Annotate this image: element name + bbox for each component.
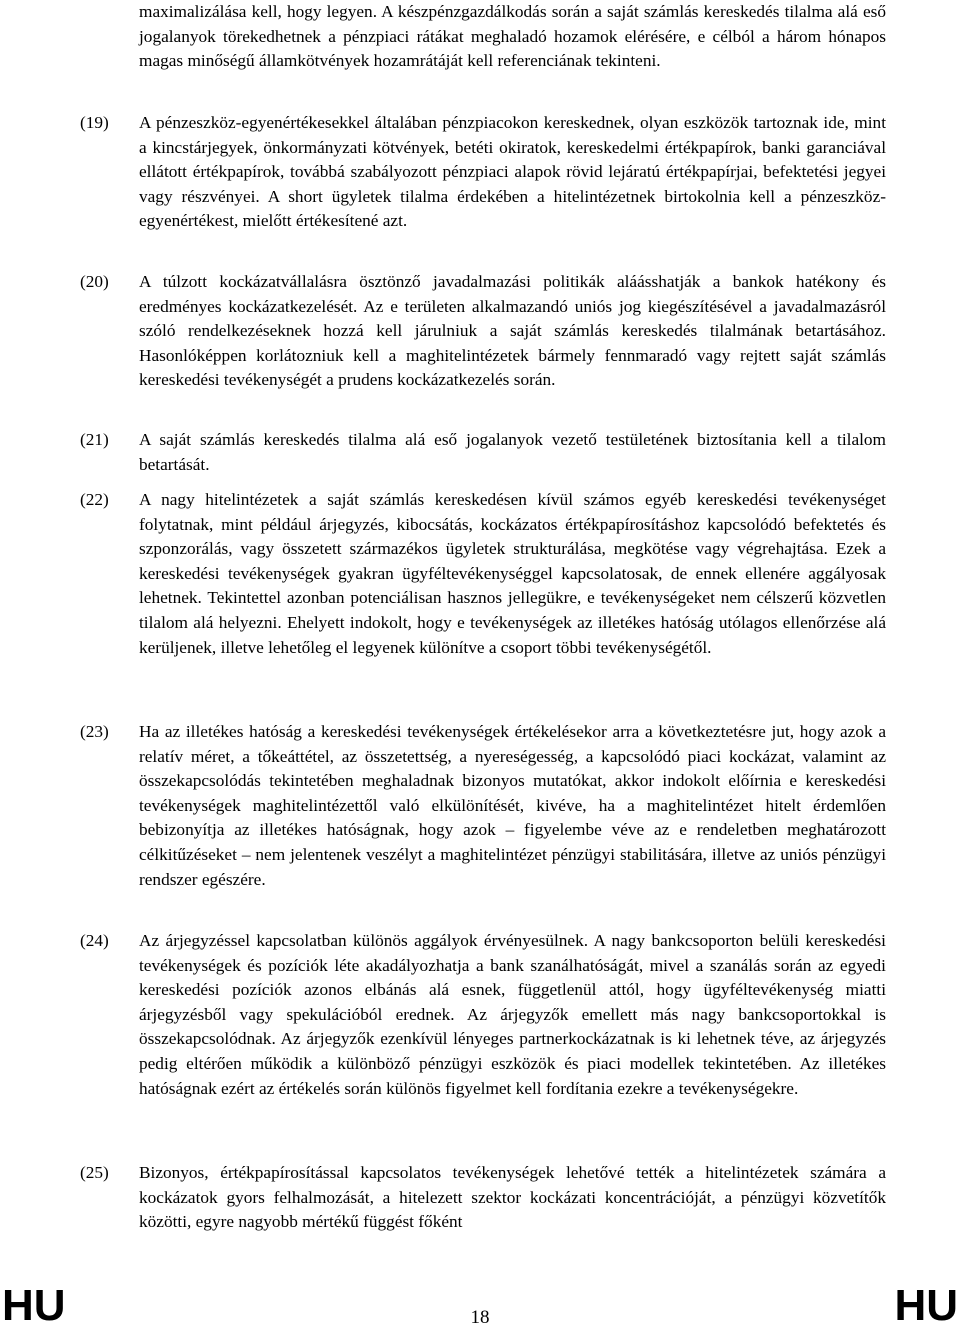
- paragraph-text: A túlzott kockázatvállalásra ösztönző javadalmazási politikák aláásshatják a bankok hatékony és eredményes kockázatkezelését. Az e területen alkalmazandó uniós jog kiegészítésével a javadalmazásról szóló rendelkezéseknek hozzá kell járulniuk a saját számlás kereskedés tilalmának betartásához. Hasonlóképpen korlátozniuk kell a maghitelintézetek bármely fennmaradó vagy rejtett saját számlás kereskedési tevékenységét a prudens kockázatkezelés során.: [139, 272, 886, 390]
- footer-language-code-left: HU: [2, 1281, 66, 1330]
- paragraph-number: (20): [80, 272, 109, 291]
- paragraph-number: (21): [80, 430, 109, 449]
- paragraph-text: Az árjegyzéssel kapcsolatban különös aggályok érvényesülnek. A nagy bankcsoporton belüli kereskedési tevékenységek és pozíciók léte akadályozhatja a bank szanálhatóságát, mivel a szanálás során az egyedi kereskedési pozíciók azonos elbánás alá esnek, függetlenül attól, hogy ügyféltevékenység miatti árjegyzésből vagy spekulációból erednek. Az árjegyzők emellett más nagy bankcsoportokkal is összekapcsolódnak. Az árjegyzők ezenkívül lényeges partnerkockázatnak is ki lehetnek téve, az árjegyzés pedig eltérően működik a különböző pénzügyi eszközök és piaci modellek tekintetében. Az illetékes hatóságnak ezért az értékelés során különös figyelmet kell fordítania ezekre a tevékenységekre.: [139, 931, 886, 1098]
- page-number: 18: [470, 1307, 490, 1328]
- paragraph-number: (24): [80, 931, 109, 950]
- paragraph-text: A nagy hitelintézetek a saját számlás kereskedésen kívül számos egyéb kereskedési tevékenységet folytatnak, mint például árjegyzés, kibocsátás, kockázatos értékpapírosításhoz kapcsolódó befektetés és szponzorálás, vagy összetett származékos ügyletek strukturálása, megkötése vagy végrehajtása. Ezek a kereskedési tevékenységek gyakran ügyféltevékenységgel kapcsolatosak, de ennek ellenére aggályosak lehetnek. Tekintettel azonban potenciálisan hasznos jellegükre, e tevékenységeket nem célszerű közvetlen tilalom alá helyezni. Ehelyett indokolt, hogy e tevékenységek az illetékes hatóság utólagos ellenőrzése alá kerüljenek, illetve lehetőleg el legyenek különítve a csoport többi tevékenységétől.: [139, 490, 886, 657]
- continuation-paragraph: maximalizálása kell, hogy legyen. A készpénzgazdálkodás során a saját számlás kereskedés tilalma alá eső jogalanyok törekedhetnek a pénzpiaci rátákat meghaladó hozamok elérésére, e célból a három hónapos magas minőségű államkötvények hozamrátáját kell referenciának tekinteni.: [139, 2, 886, 71]
- paragraph-number: (25): [80, 1163, 109, 1182]
- paragraph-number: (23): [80, 722, 109, 741]
- paragraph-text: Bizonyos, értékpapírosítással kapcsolatos tevékenységek lehetővé tették a hitelintézetek számára a kockázatok gyors felhalmozását, a hitelezett szektor kockázati koncentrációját, a pénzügyi közvetítők közötti, egyre nagyobb mértékű függést főként: [139, 1163, 886, 1232]
- paragraph-number: (19): [80, 113, 109, 132]
- paragraph-text: A pénzeszköz-egyenértékesekkel általában pénzpiacokon kereskednek, olyan eszközök tartoznak ide, mint a kincstárjegyek, önkormányzati kötvények, betéti okiratok, kereskedelmi értékpapírok, banki garanciával ellátott értékpapírok, továbbá szabályozott pénzpiaci alapok rövid lejáratú értékpapírjai, befektetési jegyei vagy részvényei. A short ügyletek tilalma érdekében a hitelintézetnek birtokolnia kell a pénzeszköz-egyenértékest, mielőtt értékesítené azt.: [139, 113, 886, 231]
- paragraph-number: (22): [80, 490, 109, 509]
- paragraph-text: Ha az illetékes hatóság a kereskedési tevékenységek értékelésekor arra a következtetésre jut, hogy azok a relatív méret, a tőkeáttétel, az összetettség, a nyereségesség, a kapcsolódó piaci kockázat, valamint az összekapcsolódás tekintetében meghaladnak bizonyos mutatókat, akkor indokolt előírnia e kereskedési tevékenységek maghitelintézettől való elkülönítését, kivéve, ha a maghitelintézet hitelt érdemlően bebizonyítja az illetékes hatóságnak, hogy azok – figyelembe véve az e rendeletben meghatározott célkitűzéseket – nem jelentenek veszélyt a maghitelintézet pénzügyi stabilitására, illetve az uniós pénzügyi rendszer egészére.: [139, 722, 886, 889]
- paragraph-text: A saját számlás kereskedés tilalma alá eső jogalanyok vezető testületének biztosítania kell a tilalom betartását.: [139, 430, 886, 474]
- footer-language-code-right: HU: [894, 1281, 958, 1330]
